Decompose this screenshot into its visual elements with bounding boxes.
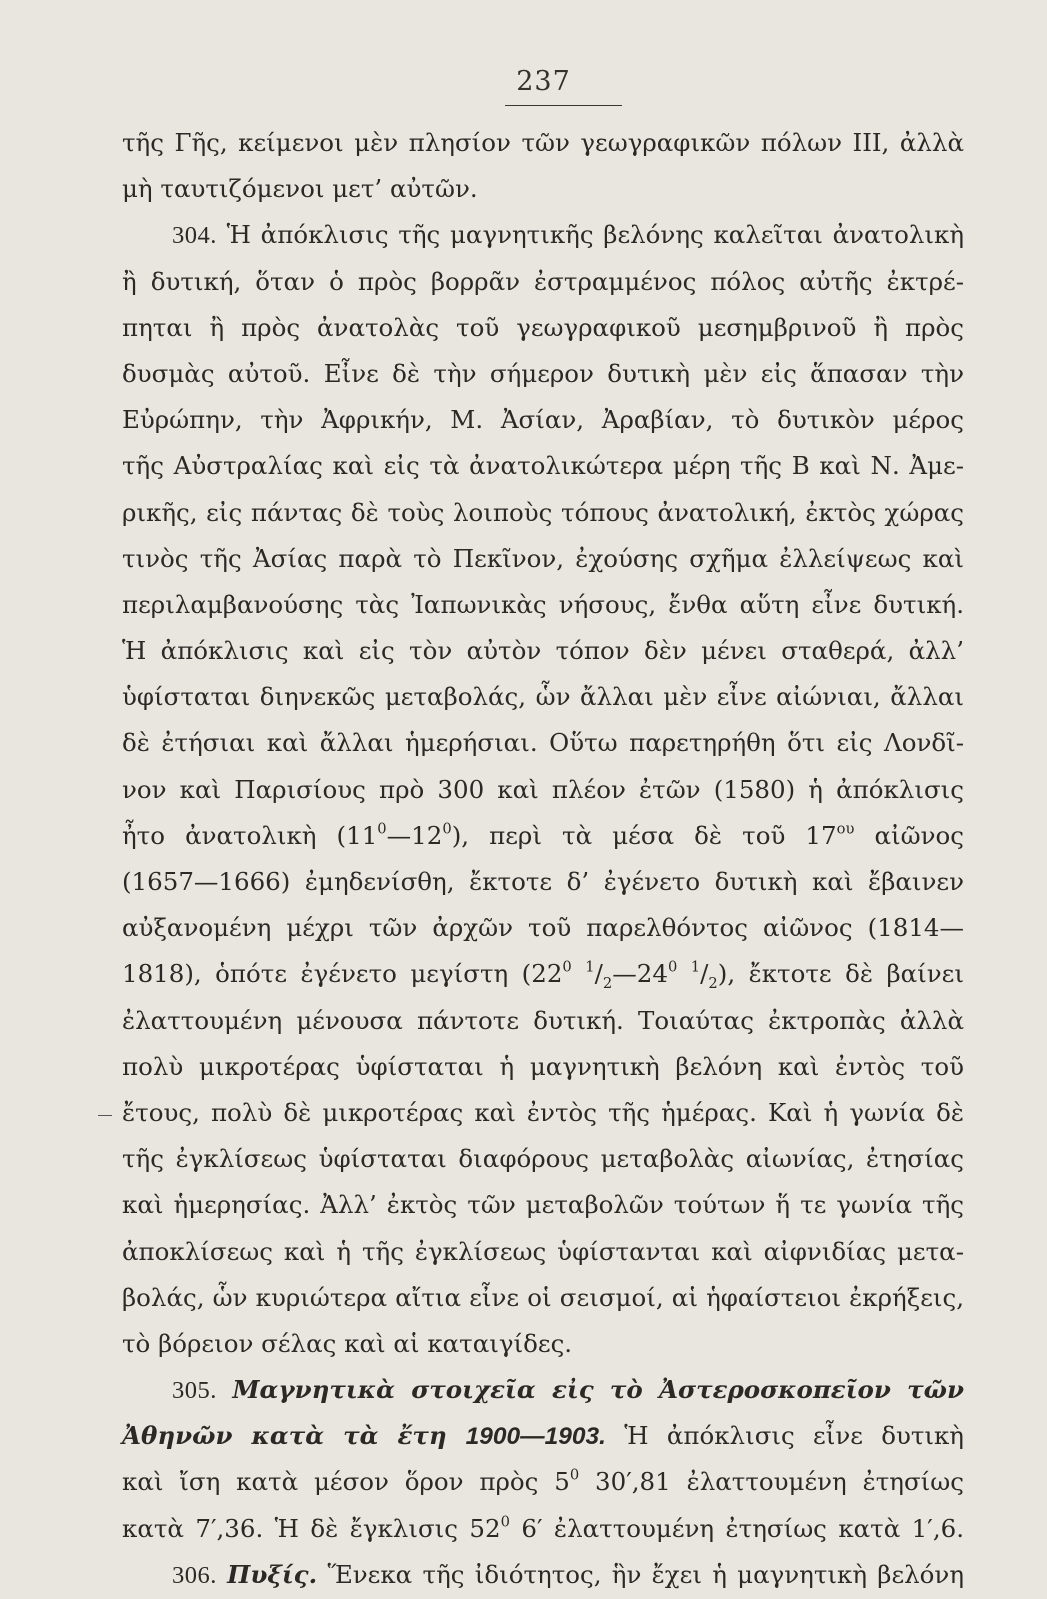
text-line: καὶ ἴση κατὰ μέσον ὅρον πρὸς $5^0$ 30′,81 ἐλαττουμένη ἐτησίως xyxy=(122,1467,964,1497)
text-line: πολὺ μικροτέρας ὑφίσταται ἡ μαγνητικὴ βελόνη καὶ ἐντὸς τοῦ xyxy=(122,1051,964,1081)
text-line: τὸ βόρειον σέλας καὶ αἱ καταιγίδες. xyxy=(122,1328,573,1358)
text-line: ἔτους, πολὺ δὲ μικροτέρας καὶ ἐντὸς τῆς ἡμέρας. Καὶ ἡ γωνία δὲ xyxy=(122,1097,964,1127)
text-line: Ἀθηνῶν κατὰ τὰ ἔτη 1900—1903. Ἡ ἀπόκλισις εἶνε δυτικὴ xyxy=(122,1421,964,1451)
text-line: Ἡ ἀπόκλισις καὶ εἰς τὸν αὐτὸν τόπον δὲν μένει σταθερά, ἀλλ’ xyxy=(122,636,964,666)
text-line: (1657—1666) ἐμηδενίσθη, ἔκτοτε δ’ ἐγένετο δυτικὴ καὶ ἔβαινεν xyxy=(122,867,964,896)
text-line: 1818), ὁπότε ἐγένετο μεγίστη ($22^0$ $^1/_2—24^0$ $^1/_2$), ἔκτοτε δὲ βαίνει xyxy=(122,959,964,993)
text-line: βολάς, ὧν κυριώτερα αἴτια εἶνε οἱ σεισμοί, αἱ ἡφαίστειοι ἐκρήξεις, xyxy=(122,1282,964,1312)
text-line: τῆς ἐγκλίσεως ὑφίσταται διαφόρους μεταβολὰς αἰωνίας, ἐτησίας xyxy=(122,1144,964,1174)
text-line: μὴ ταυτιζόμενοι μετ’ αὐτῶν. xyxy=(122,174,478,204)
paragraph-306-start: 306. Πυξίς. Ἕνεκα τῆς ἰδιότητος, ἣν ἔχει ἡ μαγνητικὴ βελόνη xyxy=(172,1559,965,1589)
text-line: ἦτο ἀνατολικὴ $(11^0—12^0)$, περὶ τὰ μέσα δὲ τοῦ $17^{o\upsilon}$ αἰῶνος xyxy=(122,820,964,850)
text-line: τινὸς τῆς Ἀσίας παρὰ τὸ Πεκῖνον, ἐχούσης σχῆμα ἐλλείψεως καὶ xyxy=(122,543,964,573)
paragraph-305-start xyxy=(122,1367,964,1413)
text-line: περιλαμβανούσης τὰς Ἰαπωνικὰς νήσους, ἔνθα αὕτη εἶνε δυτική. xyxy=(122,589,964,619)
text-line: ἐλαττουμένη μένουσα πάντοτε δυτική. Τοιαύτας ἐκτροπὰς ἀλλὰ xyxy=(122,1005,964,1035)
section-number: 305. xyxy=(172,1377,217,1405)
page-number: 237 xyxy=(516,66,571,97)
text-line: ρικῆς, εἰς πάντας δὲ τοὺς λοιποὺς τόπους ἀνατολική, ἐκτὸς χώρας xyxy=(122,497,964,527)
section-number: 304. xyxy=(172,222,217,250)
section-title: Μαγνητικὰ στοιχεῖα εἰς τὸ Ἀστεροσκοπεῖον τῶν xyxy=(232,1375,964,1405)
section-title: Ἀθηνῶν κατὰ τὰ ἔτη 1900—1903. xyxy=(122,1421,606,1451)
header-rule xyxy=(505,105,622,106)
body-text xyxy=(122,120,964,1598)
section-number: 306. xyxy=(172,1561,217,1589)
text-line: νον καὶ Παρισίους πρὸ 300 καὶ πλέον ἐτῶν (1580) ἡ ἀπόκλισις xyxy=(122,774,964,804)
text-line: καὶ ἡμερησίας. Ἀλλ’ ἐκτὸς τῶν μεταβολῶν τούτων ἥ τε γωνία τῆς xyxy=(122,1190,964,1220)
text-line: δυσμὰς αὐτοῦ. Εἶνε δὲ τὴν σήμερον δυτικὴ μὲν εἰς ἅπασαν τὴν xyxy=(122,358,964,388)
margin-dash xyxy=(98,1115,112,1116)
text-line: ὑφίσταται διηνεκῶς μεταβολάς, ὧν ἄλλαι μὲν εἶνε αἰώνιαι, ἄλλαι xyxy=(122,682,964,712)
text-line: πηται ἢ πρὸς ἀνατολὰς τοῦ γεωγραφικοῦ μεσημβρινοῦ ἢ πρὸς xyxy=(122,312,964,342)
text-line: αὐξανομένη μέχρι τῶν ἀρχῶν τοῦ παρελθόντος αἰῶνος (1814— xyxy=(122,913,964,943)
text-line: τῆς Αὐστραλίας καὶ εἰς τὰ ἀνατολικώτερα μέρη τῆς Β καὶ Ν. Ἀμε- xyxy=(122,451,964,481)
paragraph-304-start: 304. Ἡ ἀπόκλισις τῆς μαγνητικῆς βελόνης καλεῖται ἀνατολικὴ xyxy=(172,220,964,250)
text-line: ἀποκλίσεως καὶ ἡ τῆς ἐγκλίσεως ὑφίστανται καὶ αἰφνιδίας μετα- xyxy=(122,1236,964,1266)
text-line: Εὐρώπην, τὴν Ἀφρικήν, Μ. Ἀσίαν, Ἀραβίαν, τὸ δυτικὸν μέρος xyxy=(122,405,964,435)
text-line: τῆς Γῆς, κείμενοι μὲν πλησίον τῶν γεωγραφικῶν πόλων ΙΙΙ, ἀλλὰ xyxy=(122,128,964,157)
text-line: ἢ δυτική, ὅταν ὁ πρὸς βορρᾶν ἐστραμμένος πόλος αὐτῆς ἐκτρέ- xyxy=(122,266,964,296)
text-line: δὲ ἐτήσιαι καὶ ἄλλαι ἡμερήσιαι. Οὕτω παρετηρήθη ὅτι εἰς Λονδῖ- xyxy=(122,728,964,758)
section-title: Πυξίς. xyxy=(227,1559,318,1589)
text-line: κατὰ 7′,36. Ἡ δὲ ἔγκλισις $52^0$ 6′ ἐλαττουμένη ἐτησίως κατὰ 1′,6. xyxy=(122,1513,964,1543)
